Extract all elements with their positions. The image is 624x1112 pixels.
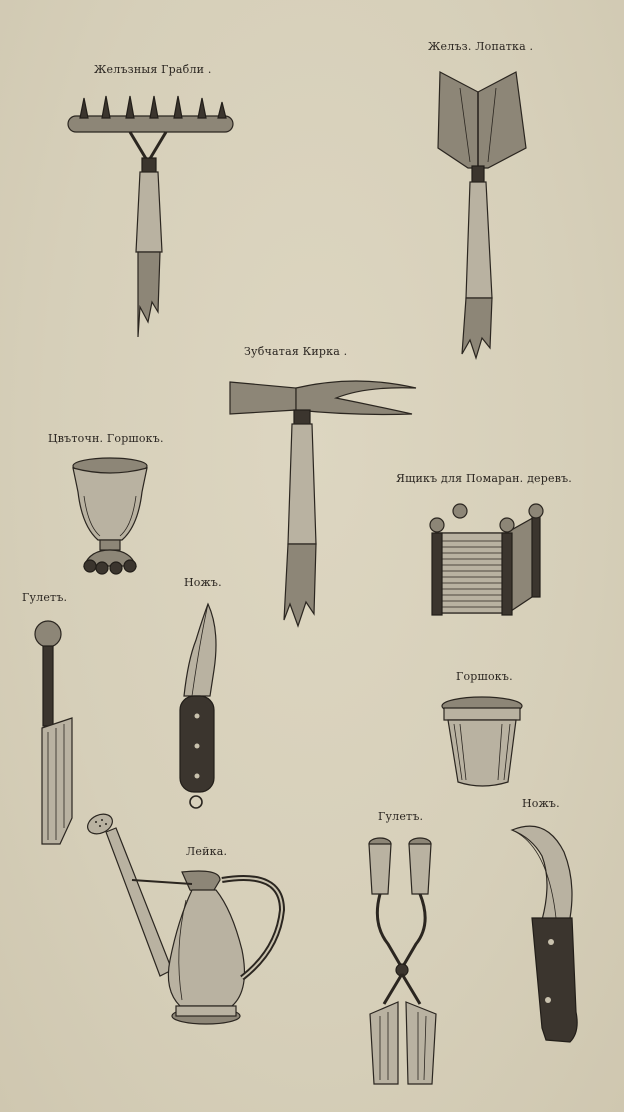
watering-can-illustration (82, 810, 292, 1032)
watering-can-label: Лейка. (186, 845, 228, 858)
knife-curved-label: Ножъ. (522, 797, 560, 810)
grafter-left-illustration (30, 618, 80, 850)
orange-box-illustration (428, 503, 548, 619)
orange-box-label: Ящикъ для Помаран. деревъ. (396, 472, 572, 485)
flowerpot-illustration (70, 456, 154, 576)
grafter-left-label: Гулетъ. (22, 591, 68, 604)
rake-illustration (60, 92, 240, 342)
grafter-right-label: Гулетъ. (378, 810, 424, 823)
knife-small-label: Ножъ. (184, 576, 222, 589)
grafter-right-illustration (362, 834, 444, 1092)
pot-illustration (440, 694, 526, 790)
pick-illustration (226, 374, 426, 629)
pot-label: Горшокъ. (456, 670, 513, 683)
rake-label: Желъзныя Грабли . (94, 63, 212, 76)
flowerpot-label: Цвъточн. Горшокъ. (48, 432, 164, 445)
shovel-illustration (430, 68, 540, 358)
shovel-label: Желъз. Лопатка . (428, 40, 534, 53)
knife-small-illustration (170, 600, 230, 814)
knife-curved-illustration (506, 822, 596, 1050)
pick-label: Зубчатая Кирка . (244, 345, 348, 358)
